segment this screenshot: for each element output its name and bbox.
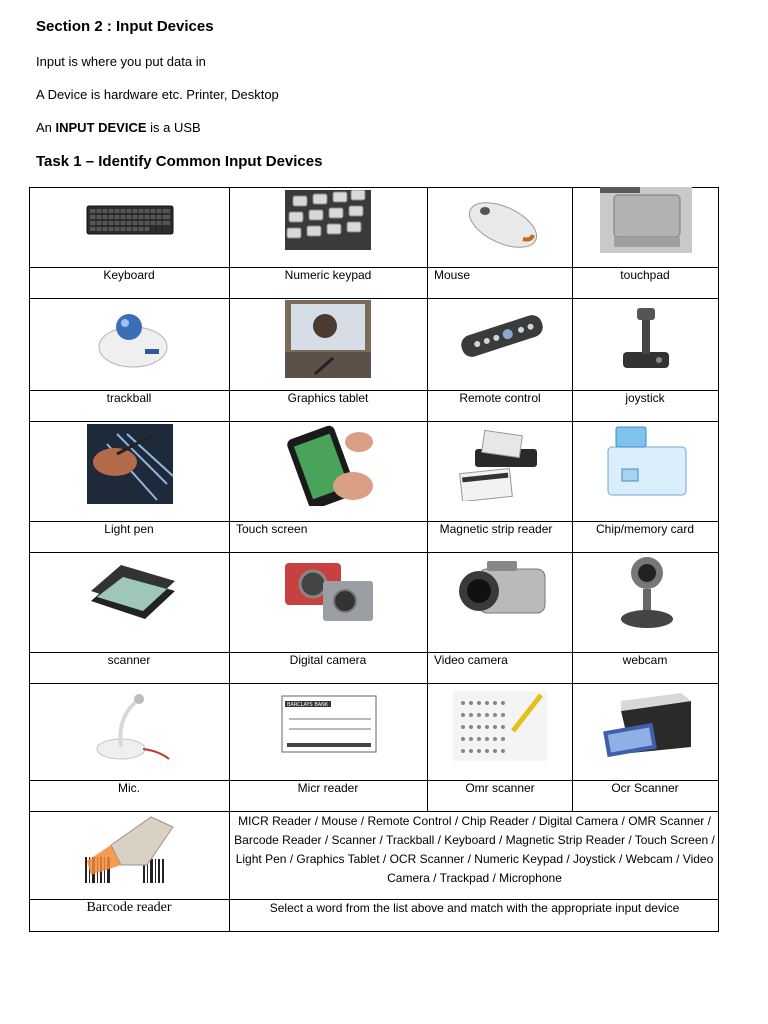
word-list: MICR Reader / Mouse / Remote Control / Chip Reader / Digital Camera / OMR Scanner / Barcode Reader / Scanner / Trackball / Keyboard / Magnetic Strip Reader / Touch Screen / Light Pen / Graphics Tablet / OCR Scanner / Numeric Keypad / Joystick / Webcam / Video Camera / Trackpad / Microphone <box>234 814 715 885</box>
row-line <box>29 298 719 299</box>
label-webcam: webcam <box>622 653 668 667</box>
label-light-pen: Light pen <box>104 522 154 536</box>
label-joystick: joystick <box>625 391 665 405</box>
label-digital-camera: Digital camera <box>289 653 367 667</box>
row-line <box>29 683 719 684</box>
label-touchpad: touchpad <box>620 268 670 282</box>
instruction-text: Select a word from the list above and match with the appropriate input device <box>269 901 680 915</box>
table-border-left <box>29 187 30 932</box>
label-keyboard: Keyboard <box>103 268 155 282</box>
col-line <box>427 187 428 812</box>
intro-line-1: Input is where you put data in <box>36 54 206 69</box>
touch-screen-image <box>283 424 375 506</box>
light-pen-image <box>87 424 173 504</box>
label-mic: Mic. <box>118 781 140 795</box>
joystick-image <box>615 302 677 374</box>
barcode-reader-image <box>81 815 177 887</box>
label-trackball: trackball <box>106 391 152 405</box>
intro-line-3-suffix: is a USB <box>146 120 201 135</box>
row-line <box>29 552 719 553</box>
label-omr-scanner: Omr scanner <box>465 781 535 795</box>
label-mouse: Mouse <box>434 268 471 282</box>
label-video-camera: Video camera <box>434 653 508 667</box>
micr-bank-name: BARCLAYS BANK <box>287 702 329 708</box>
label-barcode-reader: Barcode reader <box>86 900 172 915</box>
trackball-image <box>89 303 169 371</box>
keyboard-image <box>86 204 174 236</box>
task-heading: Task 1 – Identify Common Input Devices <box>36 153 323 170</box>
chip-memory-card-image <box>604 425 690 505</box>
table-border-bottom <box>29 931 719 932</box>
magnetic-strip-reader-image <box>457 429 543 501</box>
digital-camera-image <box>283 555 377 635</box>
omr-sheet-image <box>453 691 547 761</box>
scanner-image <box>85 561 177 627</box>
col-line <box>572 187 573 812</box>
video-camera-image <box>457 557 549 635</box>
numeric-keypad-image <box>285 190 371 250</box>
label-scanner: scanner <box>107 653 151 667</box>
intro-line-2: A Device is hardware etc. Printer, Desktop <box>36 87 279 102</box>
label-numeric-keypad: Numeric keypad <box>284 268 372 282</box>
row-line <box>29 421 719 422</box>
touchpad-image <box>600 187 692 253</box>
section-title: Section 2 : Input Devices <box>36 18 214 35</box>
label-micr-reader: Micr reader <box>297 781 359 795</box>
label-ocr-scanner: Ocr Scanner <box>611 781 679 795</box>
devices-table <box>29 187 719 932</box>
label-graphics-tablet: Graphics tablet <box>287 391 369 405</box>
intro-line-3 <box>36 120 201 135</box>
mouse-image <box>463 195 543 251</box>
micr-cheque-image <box>281 695 377 753</box>
intro-line-3-prefix: An <box>36 120 56 135</box>
remote-control-image <box>456 309 546 365</box>
microphone-image <box>87 687 175 765</box>
ocr-scanner-image <box>601 691 695 761</box>
label-touch-screen: Touch screen <box>236 522 308 536</box>
label-chip-memory-card: Chip/memory card <box>595 522 695 536</box>
label-magnetic-strip-reader: Magnetic strip reader <box>439 522 553 536</box>
label-remote-control: Remote control <box>459 391 541 405</box>
intro-line-3-bold: INPUT DEVICE <box>55 120 147 135</box>
graphics-tablet-image <box>285 300 371 378</box>
webcam-image <box>617 553 679 635</box>
